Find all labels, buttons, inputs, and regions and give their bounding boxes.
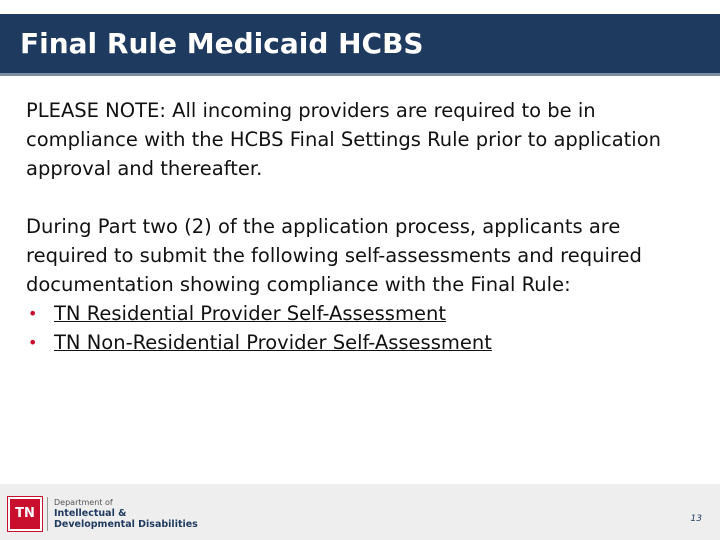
department-logo [8, 494, 198, 534]
slide-title: Final Rule Medicaid HCBS [20, 27, 424, 60]
list-item [26, 328, 706, 357]
page-number: 13 [690, 514, 702, 524]
bullet-icon: • [28, 333, 38, 352]
instructions-paragraph: During Part two (2) of the application process, applicants are required to submit the following self-assessments and required documentation showing compliance with the Final Rule: [26, 215, 642, 296]
logo-divider [47, 497, 48, 531]
bullet-icon: • [28, 304, 38, 323]
assessment-list [26, 299, 706, 357]
logo-line-intellectual: Intellectual & [54, 508, 127, 519]
logo-line-developmental: Developmental Disabilities [54, 519, 198, 530]
list-item [26, 299, 706, 328]
footer [0, 484, 720, 540]
non-residential-assessment-link[interactable]: TN Non-Residential Provider Self-Assessment [54, 331, 492, 354]
residential-assessment-link[interactable]: TN Residential Provider Self-Assessment [54, 302, 446, 325]
logo-line-department: Department of [54, 498, 113, 507]
slide-body [26, 96, 706, 357]
tn-logo-icon: TN [8, 497, 42, 531]
logo-text [54, 498, 198, 530]
note-paragraph: PLEASE NOTE: All incoming providers are required to be in compliance with the HCBS Final Settings Rule prior to application approval and thereafter. [26, 99, 662, 180]
title-bar [0, 14, 720, 76]
